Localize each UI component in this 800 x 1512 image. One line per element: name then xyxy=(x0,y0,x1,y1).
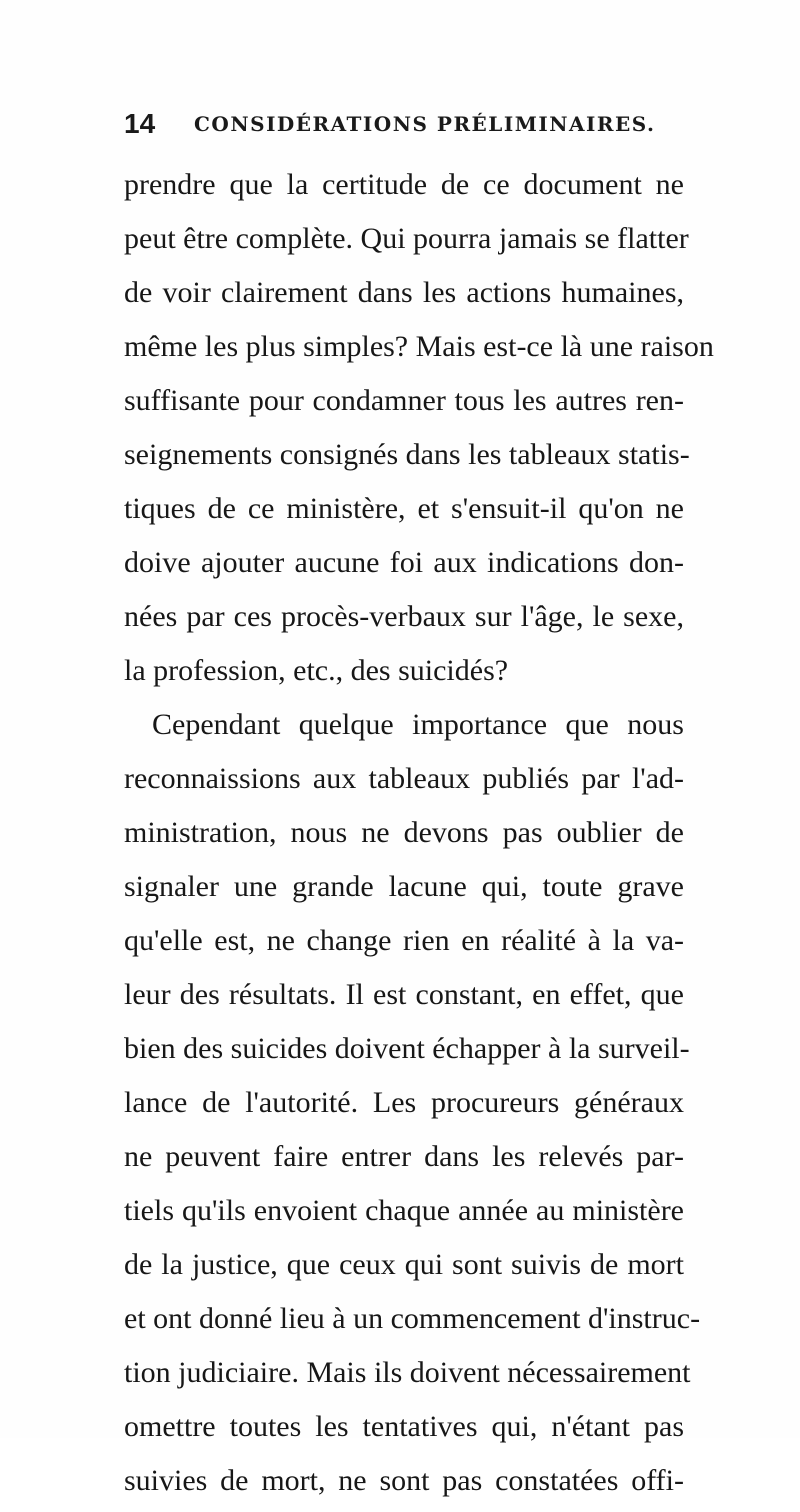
text-line: seignements consignés dans les tableaux statis- xyxy=(124,438,690,471)
text-line: tiels qu'ils envoient chaque année au ministère xyxy=(124,1194,684,1227)
text-line: même les plus simples? Mais est-ce là une raison xyxy=(124,330,714,363)
text-line: signaler une grande lacune qui, toute grave xyxy=(124,870,684,903)
text-line: lance de l'autorité. Les procureurs généraux xyxy=(124,1086,684,1119)
page-number: 14 xyxy=(124,108,156,139)
paragraph-first-line: Cependant quelque importance que nous xyxy=(152,708,684,741)
text-line: suivies de mort, ne sont pas constatées offi- xyxy=(124,1464,684,1497)
body-text xyxy=(124,162,714,1512)
text-line: omettre toutes les tentatives qui, n'étant pas xyxy=(124,1410,684,1443)
text-line: qu'elle est, ne change rien en réalité à la va- xyxy=(124,924,684,957)
text-line: bien des suicides doivent échapper à la surveil- xyxy=(124,1032,690,1065)
text-line: tiques de ce ministère, et s'ensuit-il qu'on ne xyxy=(124,492,684,525)
text-line: leur des résultats. Il est constant, en effet, que xyxy=(124,978,684,1011)
page-header xyxy=(124,104,684,144)
text-line: suffisante pour condamner tous les autres ren- xyxy=(124,384,684,417)
running-title: CONSIDÉRATIONS PRÉLIMINAIRES. xyxy=(194,112,656,136)
text-line: et ont donné lieu à un commencement d'instruc- xyxy=(124,1302,701,1335)
text-line: ministration, nous ne devons pas oublier de xyxy=(124,816,684,849)
paragraph-last-line: la profession, etc., des suicidés? xyxy=(124,654,509,687)
text-line: reconnaissions aux tableaux publiés par l'ad- xyxy=(124,762,684,795)
text-line: doive ajouter aucune foi aux indications don- xyxy=(124,546,684,579)
text-line: ne peuvent faire entrer dans les relevés par- xyxy=(124,1140,684,1173)
text-line: de voir clairement dans les actions humaines, xyxy=(124,276,684,309)
text-line: tion judiciaire. Mais ils doivent nécessairement xyxy=(124,1356,691,1389)
text-line: prendre que la certitude de ce document ne xyxy=(124,168,684,201)
text-line: de la justice, que ceux qui sont suivis de mort xyxy=(124,1248,684,1281)
text-line: peut être complète. Qui pourra jamais se flatter xyxy=(124,222,689,255)
text-line: nées par ces procès-verbaux sur l'âge, le sexe, xyxy=(124,600,684,633)
